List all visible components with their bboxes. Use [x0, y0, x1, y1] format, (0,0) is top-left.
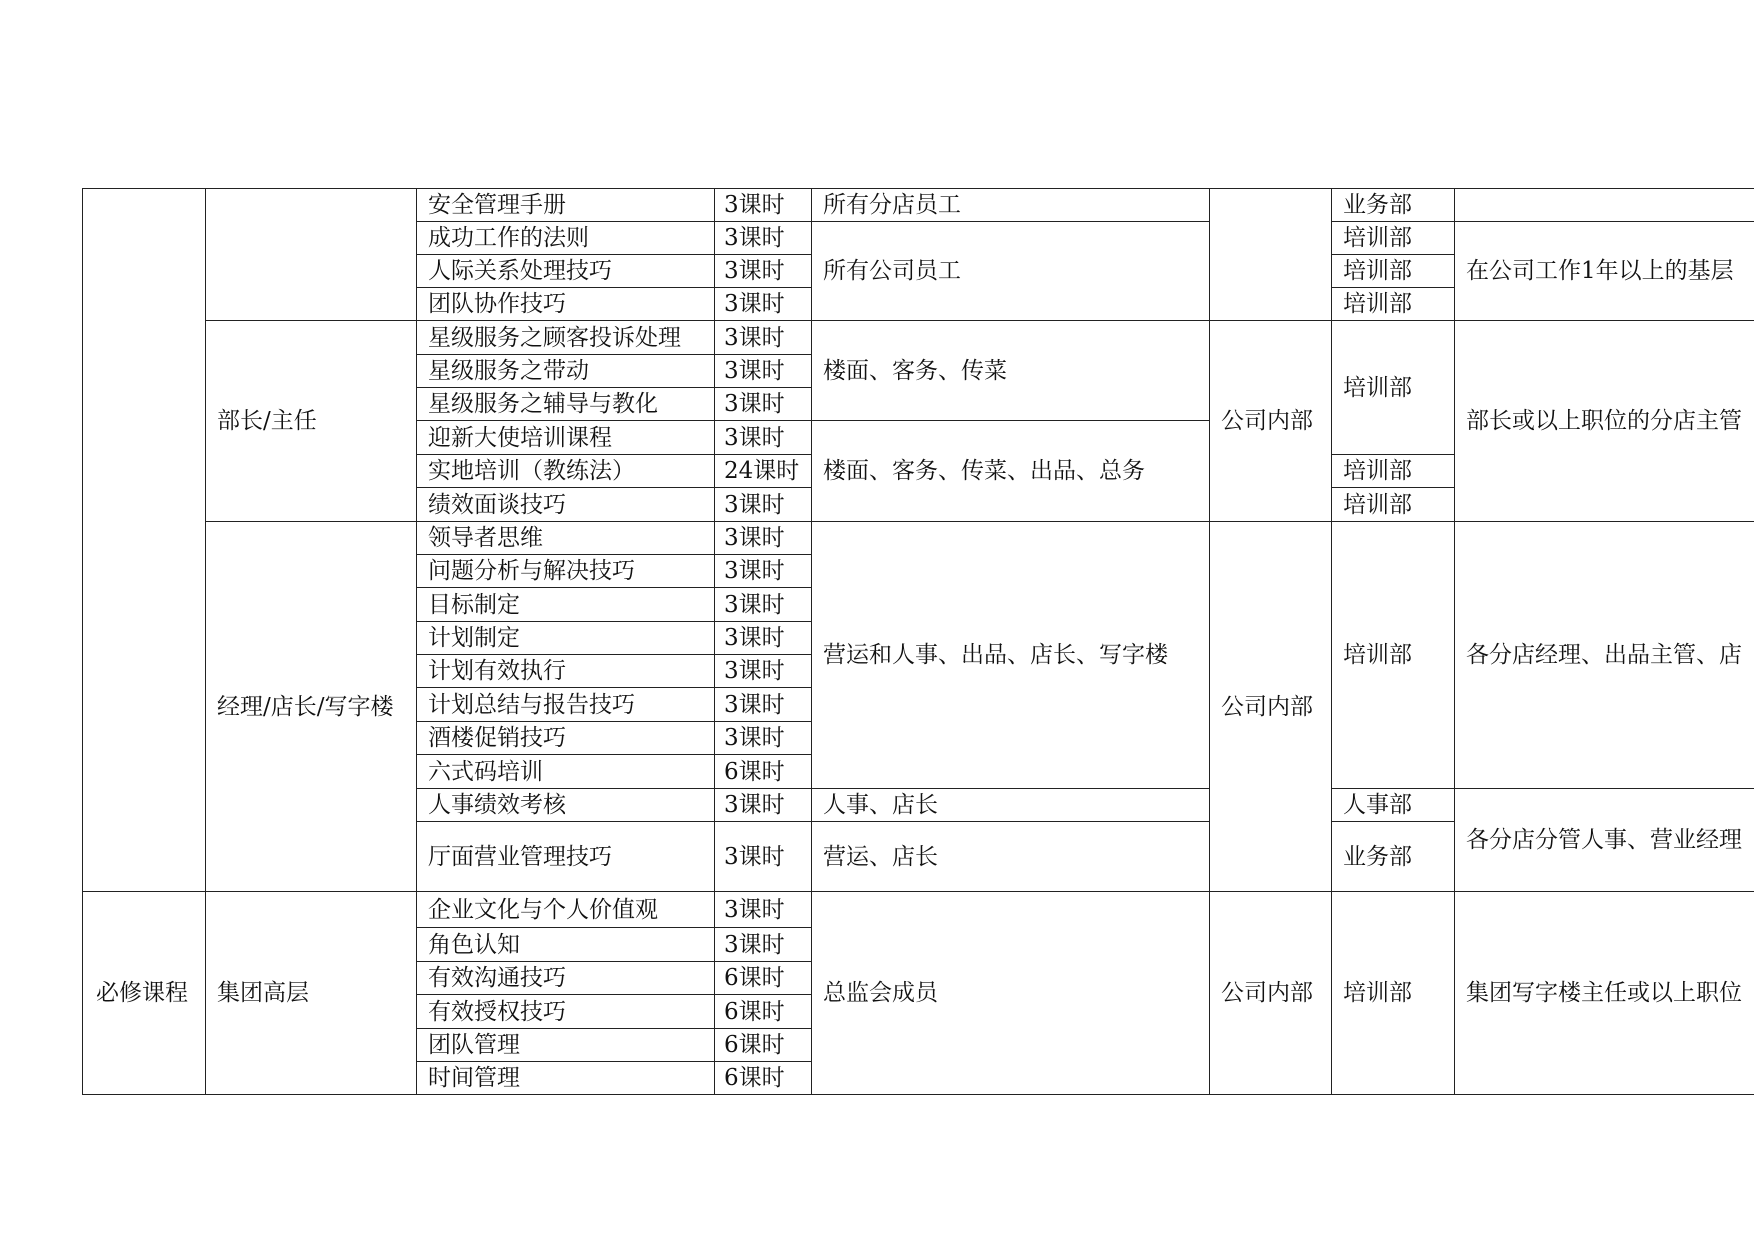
course-name: 角色认知 [417, 928, 715, 962]
course-name: 问题分析与解决技巧 [417, 555, 715, 588]
location-cell [1210, 189, 1332, 321]
course-name: 计划有效执行 [417, 655, 715, 688]
dept-cell: 培训部 [1332, 321, 1455, 455]
course-name: 绩效面谈技巧 [417, 488, 715, 522]
audience-cell: 所有分店员工 [812, 189, 1210, 222]
course-hours: 6课时 [715, 962, 812, 995]
category-cell [83, 189, 206, 892]
course-hours: 3课时 [715, 722, 812, 755]
table-row [83, 321, 1754, 355]
course-hours: 3课时 [715, 928, 812, 962]
course-hours: 3课时 [715, 622, 812, 655]
location-cell: 公司内部 [1210, 321, 1332, 522]
course-name: 企业文化与个人价值观 [417, 892, 715, 928]
dept-cell: 培训部 [1332, 488, 1455, 522]
course-hours: 3课时 [715, 892, 812, 928]
location-cell: 公司内部 [1210, 892, 1332, 1095]
course-hours: 6课时 [715, 995, 812, 1029]
dept-cell: 培训部 [1332, 455, 1455, 488]
audience-cell: 楼面、客务、传菜、出品、总务 [812, 421, 1210, 522]
requirement-cell [1455, 189, 1754, 222]
course-name: 六式码培训 [417, 755, 715, 789]
course-name: 计划制定 [417, 622, 715, 655]
dept-cell: 人事部 [1332, 789, 1455, 822]
course-hours: 3课时 [715, 789, 812, 822]
course-name: 计划总结与报告技巧 [417, 688, 715, 722]
table-row [83, 522, 1754, 555]
dept-cell: 培训部 [1332, 255, 1455, 288]
requirement-cell: 各分店经理、出品主管、店 [1455, 522, 1754, 789]
course-hours: 3课时 [715, 421, 812, 455]
dept-cell: 培训部 [1332, 892, 1455, 1095]
course-name: 星级服务之带动 [417, 355, 715, 388]
course-name: 目标制定 [417, 588, 715, 622]
course-name: 星级服务之顾客投诉处理 [417, 321, 715, 355]
course-name: 团队管理 [417, 1029, 715, 1062]
course-name: 有效授权技巧 [417, 995, 715, 1029]
course-hours: 24课时 [715, 455, 812, 488]
level-cell: 集团高层 [206, 892, 417, 1095]
course-name: 实地培训（教练法） [417, 455, 715, 488]
course-name: 星级服务之辅导与教化 [417, 388, 715, 421]
course-hours: 3课时 [715, 655, 812, 688]
course-hours: 3课时 [715, 255, 812, 288]
course-name: 时间管理 [417, 1062, 715, 1095]
course-hours: 3课时 [715, 222, 812, 255]
course-hours: 3课时 [715, 355, 812, 388]
course-name: 团队协作技巧 [417, 288, 715, 321]
course-hours: 6课时 [715, 1029, 812, 1062]
course-hours: 3课时 [715, 555, 812, 588]
course-name: 成功工作的法则 [417, 222, 715, 255]
dept-cell: 培训部 [1332, 288, 1455, 321]
course-hours: 6课时 [715, 1062, 812, 1095]
audience-cell: 人事、店长 [812, 789, 1210, 822]
level-cell: 部长/主任 [206, 321, 417, 522]
audience-cell: 楼面、客务、传菜 [812, 321, 1210, 421]
requirement-cell: 集团写字楼主任或以上职位 [1455, 892, 1754, 1095]
course-hours: 3课时 [715, 321, 812, 355]
dept-cell: 培训部 [1332, 522, 1455, 789]
audience-cell: 营运、店长 [812, 822, 1210, 892]
table-row [83, 892, 1754, 928]
requirement-cell: 各分店分管人事、营业经理 [1455, 789, 1754, 892]
dept-cell: 业务部 [1332, 189, 1455, 222]
course-hours: 3课时 [715, 822, 812, 892]
course-hours: 3课时 [715, 522, 812, 555]
course-hours: 3课时 [715, 189, 812, 222]
course-name: 领导者思维 [417, 522, 715, 555]
course-hours: 3课时 [715, 588, 812, 622]
requirement-cell: 部长或以上职位的分店主管 [1455, 321, 1754, 522]
audience-cell: 营运和人事、出品、店长、写字楼 [812, 522, 1210, 789]
course-name: 人际关系处理技巧 [417, 255, 715, 288]
course-hours: 3课时 [715, 688, 812, 722]
category-cell: 必修课程 [83, 892, 206, 1095]
level-cell [206, 189, 417, 321]
course-name: 安全管理手册 [417, 189, 715, 222]
level-cell: 经理/店长/写字楼 [206, 522, 417, 892]
audience-cell: 所有公司员工 [812, 222, 1210, 321]
course-name: 酒楼促销技巧 [417, 722, 715, 755]
requirement-cell: 在公司工作1年以上的基层 [1455, 222, 1754, 321]
audience-cell: 总监会成员 [812, 892, 1210, 1095]
course-name: 厅面营业管理技巧 [417, 822, 715, 892]
training-plan-table [82, 188, 1754, 1095]
course-name: 迎新大使培训课程 [417, 421, 715, 455]
location-cell: 公司内部 [1210, 522, 1332, 892]
course-name: 有效沟通技巧 [417, 962, 715, 995]
course-hours: 6课时 [715, 755, 812, 789]
course-hours: 3课时 [715, 288, 812, 321]
course-hours: 3课时 [715, 488, 812, 522]
dept-cell: 培训部 [1332, 222, 1455, 255]
course-hours: 3课时 [715, 388, 812, 421]
table-row [83, 189, 1754, 222]
dept-cell: 业务部 [1332, 822, 1455, 892]
course-name: 人事绩效考核 [417, 789, 715, 822]
